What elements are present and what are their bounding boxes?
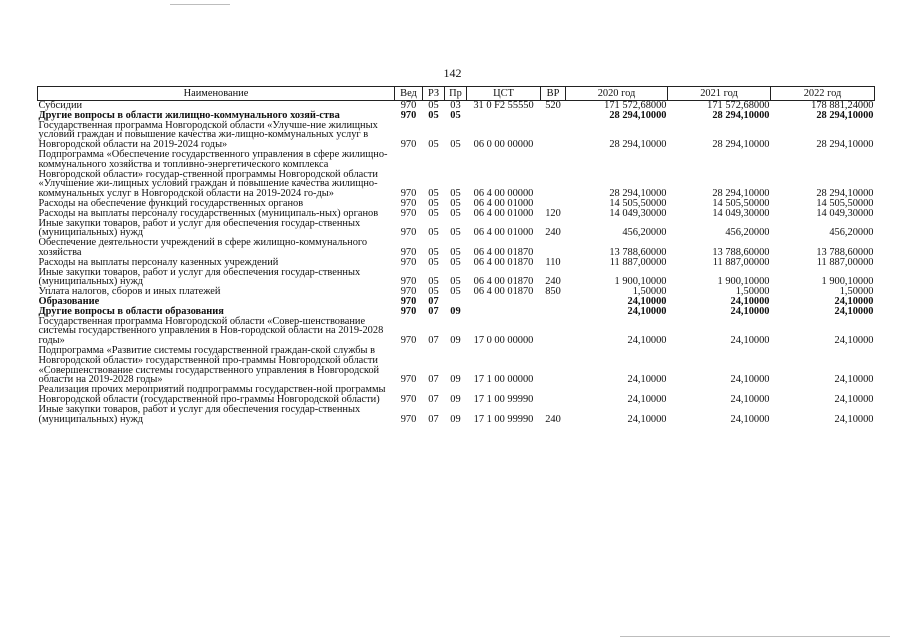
row-amount-2022: 28 294,10000 (816, 109, 874, 121)
row-amount-2020: 24,10000 (627, 295, 667, 307)
row-amount-2022: 24,10000 (834, 295, 874, 307)
row-pr: 05 (450, 139, 461, 151)
row-amount-2022: 24,10000 (834, 305, 874, 317)
row-pr: 05 (450, 256, 461, 268)
header-vr: ВР (541, 87, 566, 101)
row-amount-2022: 24,10000 (834, 393, 874, 405)
row-rz: 05 (428, 286, 439, 298)
row-pr: 09 (450, 393, 461, 405)
row-amount-2021: 1,50000 (735, 286, 770, 298)
row-name: Расходы на выплаты персоналу государственных (муниципаль-ных) органов (38, 207, 379, 219)
row-amount-2022: 1,50000 (839, 286, 874, 298)
row-amount-2022: 178 881,24000 (811, 100, 874, 111)
row-ved: 970 (400, 227, 417, 239)
row-vr: 520 (545, 100, 561, 111)
row-ved: 970 (400, 413, 417, 425)
row-rz: 07 (428, 305, 439, 317)
row-ved: 970 (400, 100, 417, 111)
row-name: Иные закупки товаров, работ и услуг для обеспечения государ-ственных (муниципальных) нужд (38, 403, 361, 425)
row-name: Государственная программа Новгородской области «Совер-шенствование системы государственного управления в Нов-городской области на 2019-2028 годы» (38, 315, 384, 347)
row-amount-2022: 24,10000 (834, 413, 874, 425)
row-pr: 09 (450, 335, 461, 347)
row-amount-2022: 11 887,00000 (816, 256, 874, 268)
row-cst (467, 307, 541, 317)
row-pr: 09 (450, 305, 461, 317)
row-pr: 09 (450, 413, 461, 425)
row-pr: 05 (450, 188, 461, 200)
row-cst: 06 4 00 01870 (473, 286, 534, 298)
row-ved: 970 (400, 295, 417, 307)
row-vr: 110 (545, 256, 561, 268)
row-name: Обеспечение деятельности учреждений в сфере жилищно-коммунального хозяйства (38, 237, 368, 258)
row-pr: 05 (450, 207, 461, 219)
row-amount-2020: 1 900,10000 (614, 276, 667, 288)
row-vr (541, 121, 566, 150)
row-amount-2022: 24,10000 (834, 374, 874, 386)
row-ved: 970 (400, 246, 417, 258)
table-row (38, 121, 875, 150)
row-amount-2020: 14 505,50000 (609, 197, 667, 209)
table-row (38, 238, 875, 258)
row-cst: 06 4 00 00000 (473, 188, 534, 200)
row-rz: 07 (428, 335, 439, 347)
row-rz: 05 (428, 139, 439, 151)
row-ved: 970 (400, 305, 417, 317)
row-amount-2022: 28 294,10000 (816, 139, 874, 151)
header-2021: 2021 год (668, 87, 771, 101)
row-cst: 17 0 00 00000 (473, 335, 534, 347)
row-rz: 05 (428, 197, 439, 209)
row-vr (541, 297, 566, 307)
row-amount-2020: 28 294,10000 (609, 188, 667, 200)
row-ved: 970 (400, 207, 417, 219)
row-ved: 970 (400, 286, 417, 298)
row-cst: 31 0 F2 55550 (473, 100, 534, 111)
table-row (38, 385, 875, 405)
row-amount-2021: 28 294,10000 (712, 109, 770, 121)
row-vr (541, 317, 566, 346)
row-amount-2022: 14 049,30000 (816, 207, 874, 219)
row-name: Субсидии (38, 100, 83, 111)
table-row (38, 405, 875, 425)
row-amount-2021: 28 294,10000 (712, 139, 770, 151)
row-amount-2022: 456,20000 (829, 227, 874, 239)
row-rz: 05 (428, 100, 439, 111)
row-rz: 05 (428, 227, 439, 239)
row-cst: 06 4 00 01870 (473, 256, 534, 268)
row-vr: 850 (545, 286, 561, 298)
row-amount-2021: 24,10000 (730, 305, 770, 317)
row-amount-2022: 24,10000 (834, 335, 874, 347)
row-rz: 05 (428, 256, 439, 268)
row-ved: 970 (400, 139, 417, 151)
header-cst: ЦСТ (467, 87, 541, 101)
row-cst: 06 4 00 01000 (473, 207, 534, 219)
row-amount-2021: 24,10000 (730, 393, 770, 405)
table-row (38, 346, 875, 385)
row-ved: 970 (400, 393, 417, 405)
row-amount-2020: 24,10000 (627, 413, 667, 425)
row-vr (541, 111, 566, 121)
table-header-row (38, 87, 875, 101)
row-amount-2020: 1,50000 (632, 286, 667, 298)
row-amount-2020: 171 572,68000 (604, 100, 667, 111)
row-amount-2021: 456,20000 (725, 227, 770, 239)
row-name: Иные закупки товаров, работ и услуг для обеспечения государ-ственных (муниципальных) нужд (38, 266, 361, 288)
row-amount-2020: 24,10000 (627, 335, 667, 347)
row-pr: 09 (450, 374, 461, 386)
row-rz: 07 (428, 393, 439, 405)
scan-artifact-top (170, 4, 230, 5)
row-amount-2021: 13 788,60000 (712, 246, 770, 258)
row-name: Реализация прочих мероприятий подпрограммы государствен-ной программы Новгородской области (государственной про-граммы Новгородской области) (38, 384, 386, 405)
row-cst: 06 4 00 01870 (473, 246, 534, 258)
row-name: Подпрограмма «Обеспечение государственного управления в сфере жилищно-коммунального хозяйства и топливно-энергетического комплекса Новгородской области» государ-ственной программы Новгородской области «Улучшение жи-лищных условий граждан и повышение качества жилищно-коммунальных услуг в Новгородской области на 2019-2024 го-ды» (38, 148, 388, 200)
row-ved: 970 (400, 188, 417, 200)
row-cst: 06 4 00 01870 (473, 276, 534, 288)
row-vr (541, 385, 566, 405)
row-amount-2021: 24,10000 (730, 295, 770, 307)
row-vr (541, 346, 566, 385)
row-vr (541, 150, 566, 199)
row-cst: 06 0 00 00000 (473, 139, 534, 151)
row-cst: 17 1 00 99990 (473, 393, 534, 405)
row-vr: 240 (545, 276, 561, 288)
row-amount-2021: 14 049,30000 (712, 207, 770, 219)
row-rz: 05 (428, 276, 439, 288)
row-vr (541, 307, 566, 317)
row-amount-2022: 1 900,10000 (821, 276, 874, 288)
row-name: Уплата налогов, сборов и иных платежей (38, 286, 221, 298)
header-2020: 2020 год (566, 87, 668, 101)
row-amount-2021: 14 505,50000 (712, 197, 770, 209)
row-amount-2022: 13 788,60000 (816, 246, 874, 258)
row-ved: 970 (400, 109, 417, 121)
row-amount-2021: 24,10000 (730, 374, 770, 386)
row-amount-2021: 24,10000 (730, 335, 770, 347)
budget-table (37, 86, 875, 424)
row-pr: 05 (450, 197, 461, 209)
table-row (38, 268, 875, 288)
row-vr: 240 (545, 413, 561, 425)
row-rz: 05 (428, 246, 439, 258)
row-amount-2020: 28 294,10000 (609, 109, 667, 121)
row-pr: 05 (450, 286, 461, 298)
row-pr: 03 (450, 100, 461, 111)
row-amount-2020: 28 294,10000 (609, 139, 667, 151)
row-amount-2021: 11 887,00000 (712, 256, 770, 268)
row-amount-2021: 1 900,10000 (717, 276, 770, 288)
row-amount-2020: 24,10000 (627, 305, 667, 317)
row-cst: 17 1 00 00000 (473, 374, 534, 386)
row-ved: 970 (400, 256, 417, 268)
page-number: 142 (443, 66, 462, 80)
row-cst (467, 297, 541, 307)
row-pr: 05 (450, 109, 461, 121)
row-ved: 970 (400, 374, 417, 386)
row-name: Государственная программа Новгородской области «Улучше-ние жилищных условий граждан и повышение качества жи-лищно-коммунальных услуг в Новгородской области на 2019-2024 годы» (38, 119, 378, 151)
row-name: Иные закупки товаров, работ и услуг для обеспечения государ-ственных (муниципальных) нужд (38, 217, 361, 239)
row-rz: 07 (428, 374, 439, 386)
row-amount-2022: 14 505,50000 (816, 197, 874, 209)
row-amount-2020: 11 887,00000 (609, 256, 667, 268)
row-pr: 05 (450, 227, 461, 239)
row-rz: 07 (428, 295, 439, 307)
table-row (38, 317, 875, 346)
row-amount-2020: 24,10000 (627, 393, 667, 405)
row-amount-2020: 14 049,30000 (609, 207, 667, 219)
row-vr: 240 (545, 227, 561, 239)
header-pr: Пр (445, 87, 467, 101)
row-rz: 05 (428, 207, 439, 219)
row-name: Другие вопросы в области жилищно-коммунального хозяй-ства (38, 109, 340, 121)
row-cst: 06 4 00 01000 (473, 227, 534, 239)
row-name: Образование (38, 295, 100, 307)
header-name: Наименование (38, 87, 395, 101)
table-row (38, 150, 875, 199)
header-ved: Вед (395, 87, 423, 101)
row-ved: 970 (400, 197, 417, 209)
row-pr: 05 (450, 276, 461, 288)
row-name: Подпрограмма «Развитие системы государственной граждан-ской службы в Новгородской области» государственной про-граммы Новгородской области «Совершенствование системы государственного управления в Новгородской области на 2019-2028 годы» (38, 344, 380, 386)
row-amount-2020: 456,20000 (622, 227, 667, 239)
row-ved: 970 (400, 335, 417, 347)
row-amount-2020: 13 788,60000 (609, 246, 667, 258)
row-cst (467, 111, 541, 121)
row-ved: 970 (400, 276, 417, 288)
row-cst: 06 4 00 01000 (473, 197, 534, 209)
row-rz: 07 (428, 413, 439, 425)
header-rz: РЗ (423, 87, 445, 101)
row-rz: 05 (428, 109, 439, 121)
row-amount-2022: 28 294,10000 (816, 188, 874, 200)
row-name: Расходы на обеспечение функций государственных органов (38, 197, 304, 209)
row-name: Другие вопросы в области образования (38, 305, 224, 317)
row-amount-2020: 24,10000 (627, 374, 667, 386)
table-row (38, 219, 875, 239)
row-name: Расходы на выплаты персоналу казенных учреждений (38, 256, 279, 268)
row-vr: 120 (545, 207, 561, 219)
row-vr (541, 238, 566, 258)
row-amount-2021: 24,10000 (730, 413, 770, 425)
row-rz: 05 (428, 188, 439, 200)
row-amount-2021: 171 572,68000 (707, 100, 770, 111)
header-2022: 2022 год (771, 87, 875, 101)
row-pr: 05 (450, 246, 461, 258)
row-cst: 17 1 00 99990 (473, 413, 534, 425)
row-amount-2021: 28 294,10000 (712, 188, 770, 200)
scan-artifact-bottom (620, 636, 890, 637)
